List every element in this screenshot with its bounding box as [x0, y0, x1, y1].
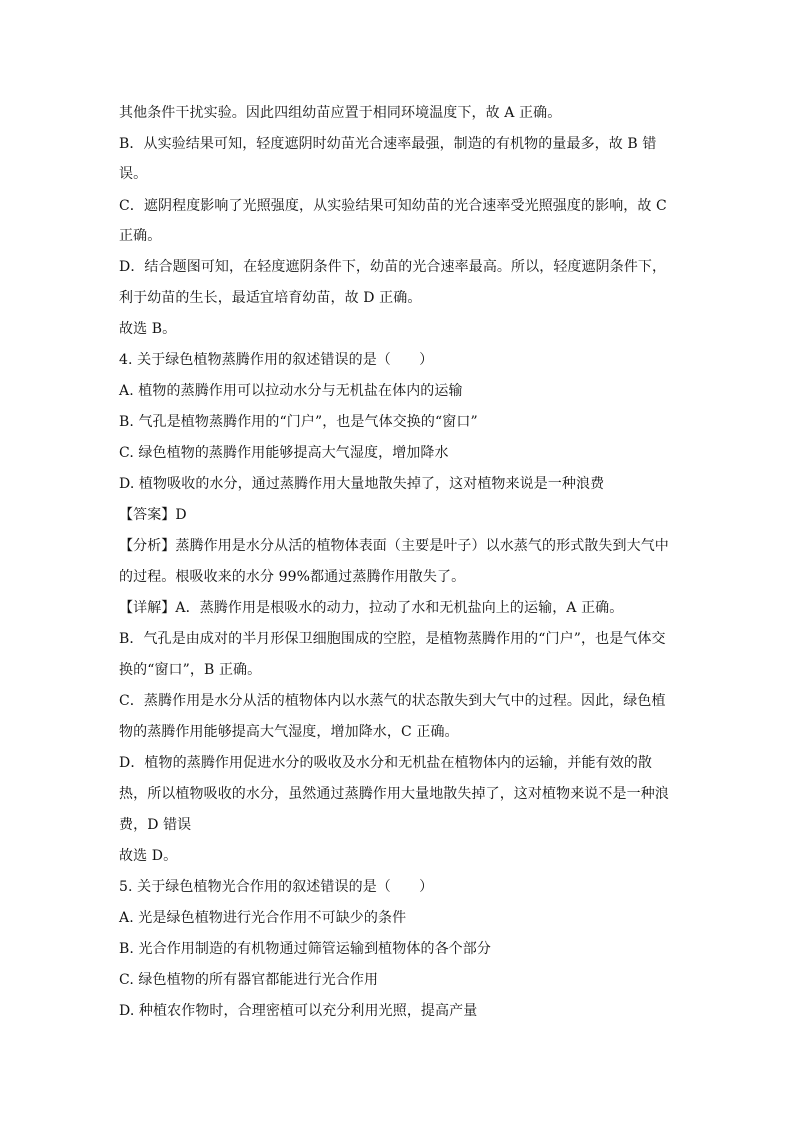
option-c: C. 绿色植物的蒸腾作用能够提高大气湿度，增加降水 [119, 445, 449, 461]
text-line: 误。 [119, 166, 148, 182]
detail-text: B．气孔是由成对的半月形保卫细胞围成的空腔，是植物蒸腾作用的“门户”，也是气体交 [119, 631, 666, 647]
detail-text: 换的“窗口”，B 正确。 [119, 662, 262, 678]
detail-text: 费，D 错误 [119, 817, 192, 833]
text-line: 故选 B。 [119, 321, 177, 337]
answer-label: 【答案】D [119, 507, 187, 523]
detail-text: C．蒸腾作用是水分从活的植物体内以水蒸气的状态散失到大气中的过程。因此，绿色植 [119, 693, 666, 709]
detail-text: 物的蒸腾作用能够提高大气湿度，增加降水，C 正确。 [119, 724, 459, 740]
text-line: D．结合题图可知，在轻度遮阴条件下，幼苗的光合速率最高。所以，轻度遮阴条件下， [119, 259, 667, 275]
question-title: 4. 关于绿色植物蒸腾作用的叙述错误的是（ ） [119, 352, 434, 368]
text-line: 其他条件干扰实验。因此四组幼苗应置于相同环境温度下，故 A 正确。 [119, 105, 562, 121]
option-d: D. 植物吸收的水分，通过蒸腾作用大量地散失掉了，这对植物来说是一种浪费 [119, 476, 605, 492]
detail-text: 热，所以植物吸收的水分，虽然通过蒸腾作用大量地散失掉了，这对植物来说不是一种浪 [119, 786, 669, 802]
text-line: B．从实验结果可知，轻度遮阴时幼苗光合速率最强，制造的有机物的量最多，故 B 错 [119, 136, 657, 152]
option-c: C. 绿色植物的所有器官都能进行光合作用 [119, 972, 379, 988]
option-b: B. 气孔是植物蒸腾作用的“门户”，也是气体交换的“窗口” [119, 414, 478, 430]
question-title: 5. 关于绿色植物光合作用的叙述错误的是（ ） [119, 879, 434, 895]
option-a: A. 植物的蒸腾作用可以拉动水分与无机盐在体内的运输 [119, 383, 463, 399]
detail-text: D．植物的蒸腾作用促进水分的吸收及水分和无机盐在植物体内的运输，并能有效的散 [119, 755, 653, 771]
option-d: D. 种植农作物时，合理密植可以充分利用光照，提高产量 [119, 1003, 478, 1019]
detail-text: 【详解】A．蒸腾作用是根吸水的动力，拉动了水和无机盐向上的运输，A 正确。 [119, 600, 624, 616]
text-line: C．遮阴程度影响了光照强度，从实验结果可知幼苗的光合速率受光照强度的影响，故 C [119, 198, 667, 214]
analysis-text: 【分析】蒸腾作用是水分从活的植物体表面（主要是叶子）以水蒸气的形式散失到大气中 [119, 538, 669, 554]
analysis-text: 的过程。根吸收来的水分 99%都通过蒸腾作用散失了。 [119, 569, 466, 585]
text-line: 故选 D。 [119, 848, 178, 864]
text-line: 利于幼苗的生长，最适宜培育幼苗，故 D 正确。 [119, 290, 422, 306]
text-line: 正确。 [119, 228, 162, 244]
option-a: A. 光是绿色植物进行光合作用不可缺少的条件 [119, 910, 407, 926]
option-b: B. 光合作用制造的有机物通过筛管运输到植物体的各个部分 [119, 941, 491, 957]
